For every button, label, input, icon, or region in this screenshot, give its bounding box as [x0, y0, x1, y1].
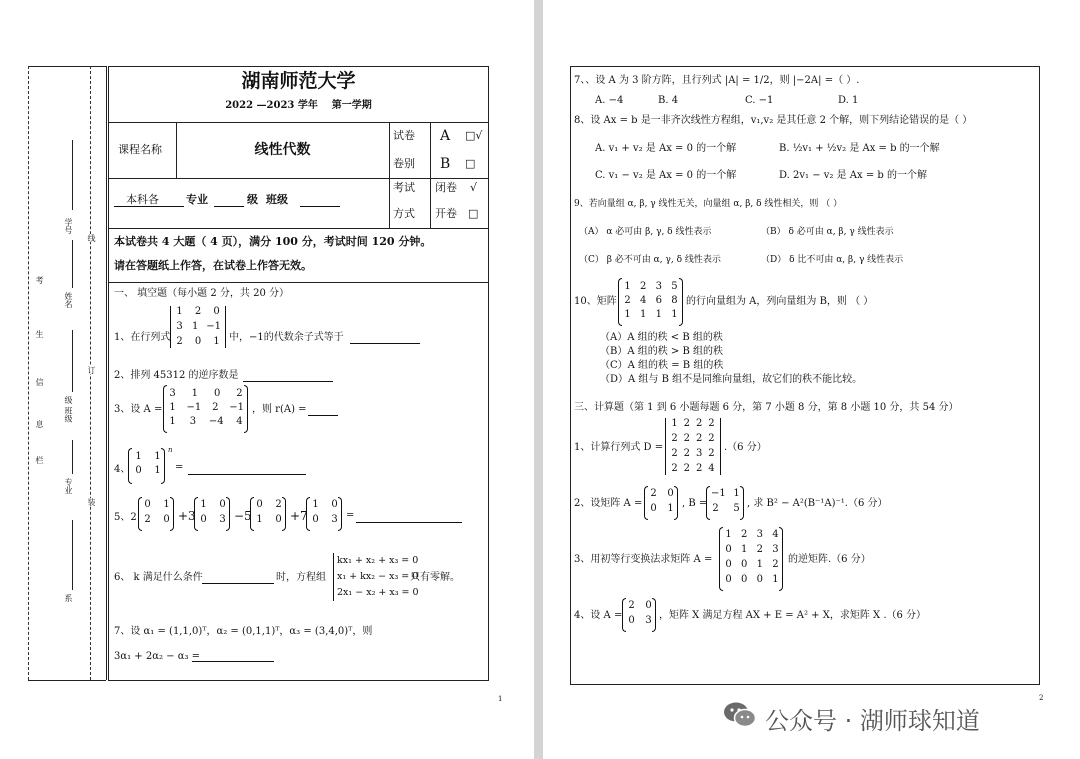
c2-cell: 0 [650, 503, 657, 514]
year-term: 2022 —2023 学年 第一学期 [225, 100, 372, 111]
cut-label-zhuang: 装 [87, 498, 96, 506]
q3-cell: 0 [213, 388, 221, 399]
q6-equation: x₁ + kx₂ − x₃ = 0 [337, 571, 419, 582]
q1-determinant [170, 306, 226, 348]
q3-prefix: 3、设 A = [114, 404, 163, 415]
q3-answer-blank[interactable] [308, 415, 338, 416]
c3-cell: 2 [756, 544, 763, 555]
side-field-dept: 系 [64, 594, 73, 602]
q1-cell: 1 [191, 321, 199, 332]
p2-q10-cell: 1 [655, 309, 662, 320]
q4-paren-left [128, 448, 132, 484]
q5-cell: 1 [200, 499, 207, 510]
q6-equation: kx₁ + x₂ + x₃ = 0 [337, 555, 419, 566]
q5-m2-paren-right [226, 497, 230, 531]
course-label: 课程名称 [118, 143, 162, 156]
q3-cell: 2 [236, 388, 243, 399]
c1-cell: 3 [695, 448, 703, 459]
q5-prefix: 5、2 [114, 512, 137, 523]
c1-cell: 2 [671, 433, 678, 444]
p2-q10-opt-a[interactable]: （A）A 组的秩 < B 组的秩 [600, 332, 723, 343]
c2-prefix: 2、设矩阵 A = [574, 498, 643, 509]
q3-cell: 3 [189, 416, 197, 427]
q3-suffix: ，则 r(A) = [252, 404, 307, 415]
q5-cell: 2 [275, 499, 282, 510]
q6-suffix: 只有零解。 [410, 572, 460, 583]
c1-cell: 2 [683, 418, 691, 429]
info-line-2: 请在答题纸上作答，在试卷上作答无效。 [114, 259, 312, 272]
c2-cell: 2 [712, 503, 719, 514]
side-label-2: 信 [35, 378, 44, 386]
side-label-1: 生 [35, 330, 44, 338]
c1-cell: 2 [683, 448, 691, 459]
q1-cell: 2 [194, 306, 202, 317]
section-1-title: 一、 填空题（每小题 2 分，共 20 分） [114, 288, 289, 299]
paper-b-checkbox[interactable]: □ [465, 157, 476, 170]
c1-cell: 2 [708, 433, 715, 444]
q1-cell: 0 [213, 306, 220, 317]
q5-cell: 1 [312, 499, 319, 510]
q5-m1-paren-right [170, 497, 174, 531]
p2-q10-prefix: 10、矩阵 [574, 296, 617, 307]
p2-q10-cell: 1 [671, 309, 678, 320]
q3-cell: 1 [169, 416, 176, 427]
q5-m2-paren-left [194, 497, 198, 531]
exam-label-2: 方式 [393, 207, 415, 220]
c2-matrix-a [649, 488, 675, 515]
q7-line-1: 7、设 α₁ = (1,1,0)ᵀ，α₂ = (0,1,1)ᵀ，α₃ = (3,4,0)ᵀ，则 [114, 626, 373, 637]
q1-cell: 3 [176, 321, 183, 332]
q3-matrix [168, 388, 244, 428]
c3-cell: 0 [740, 574, 748, 585]
closed-book-label: 闭卷 [435, 181, 457, 194]
p2-q10-suffix: 的行向量组为 A，列向量组为 B，则 （ ） [686, 296, 874, 307]
q3-paren-left [163, 385, 167, 433]
c4-cell: 0 [628, 615, 635, 626]
c3-cell: 1 [740, 544, 748, 555]
side-field-line-0 [72, 140, 73, 210]
c3-paren-right [779, 527, 783, 591]
c2-cell: 0 [667, 488, 674, 499]
c2-m1-paren-right [674, 486, 678, 520]
q6-mid: 时，方程组 [276, 572, 326, 583]
q5-cell: 0 [163, 514, 170, 525]
q5-matrix-2 [199, 499, 227, 526]
q5-cell: 2 [144, 514, 151, 525]
header-col-3 [430, 122, 431, 228]
q4-paren-right [161, 448, 165, 484]
header-row-bottom [108, 228, 489, 229]
major-line-text: 本科各 [126, 193, 159, 206]
q4-cell: 1 [154, 451, 161, 462]
c1-cell: 2 [708, 418, 715, 429]
paper-a-checkbox[interactable]: □√ [465, 129, 483, 142]
side-label-0: 考 [35, 276, 44, 284]
c2-cell: 1 [733, 488, 740, 499]
q5-cell: 0 [219, 499, 226, 510]
q3-cell: 1 [169, 402, 176, 413]
strip-solid-edge [106, 66, 107, 680]
q1-cell: 1 [213, 336, 220, 347]
c1-cell: 2 [695, 463, 703, 474]
q1-answer-blank[interactable] [350, 343, 420, 344]
strip-top-border [28, 66, 106, 67]
q4-matrix [134, 451, 162, 477]
c4-paren-right [652, 598, 656, 632]
side-field-class: 级 班级 [64, 396, 73, 423]
p2-q8-opt-d[interactable]: D. 2v₁ − v₂ 是 Ax = b 的一个解 [779, 170, 927, 181]
p2-q9-opt-a[interactable]: （A） α 必可由 β, γ, δ 线性表示 [579, 227, 712, 237]
q4-equals: = [175, 462, 184, 473]
c1-cell: 4 [708, 463, 715, 474]
c1-cell: 2 [708, 448, 715, 459]
q1-prefix: 1、在行列式 [114, 332, 171, 343]
p2-q8-opt-b[interactable]: B. ½v₁ + ½v₂ 是 Ax = b 的一个解 [779, 143, 940, 154]
c2-cell: −1 [711, 488, 726, 499]
c3-cell: 4 [772, 529, 779, 540]
q5-cell: 1 [163, 499, 170, 510]
header-row-top [108, 122, 489, 123]
cut-label-ding: 订 [87, 366, 96, 374]
q1-cell: −1 [206, 321, 221, 332]
c3-paren-left [719, 527, 723, 591]
p2-q8-opt-c[interactable]: C. v₁ − v₂ 是 Ax = 0 的一个解 [595, 170, 737, 181]
p2-q10-cell: 1 [624, 309, 631, 320]
q4-cell: 1 [154, 465, 161, 476]
q4-cell: 0 [135, 465, 142, 476]
q5-cell: 0 [312, 514, 319, 525]
q3-cell: 3 [169, 388, 176, 399]
side-label-4: 栏 [35, 456, 44, 464]
side-label-3: 息 [35, 420, 44, 428]
page-number-1: 1 [498, 695, 503, 703]
q5-answer-blank[interactable] [356, 522, 462, 523]
open-book-checkbox[interactable]: □ [468, 207, 479, 220]
q5-m3-paren-right [282, 497, 286, 531]
q5-op-1: +3 [178, 509, 196, 523]
p2-q10-cell: 2 [624, 295, 631, 306]
p2-q10-cell: 8 [671, 295, 678, 306]
info-divider [108, 282, 489, 283]
c2-matrix-b [711, 488, 741, 515]
header-row-mid [108, 178, 489, 179]
q3-cell: −4 [208, 416, 224, 427]
class-label: 班级 [266, 193, 288, 206]
open-book-label: 开卷 [435, 207, 457, 220]
section-3-title: 三、计算题（第 1 到 6 小题每题 6 分，第 7 小题 8 分，第 8 小题 10 分，共 54 分） [574, 402, 959, 413]
q5-matrix-3 [255, 499, 283, 526]
major-label: 专业 [186, 193, 208, 206]
paper-b: B [440, 156, 451, 172]
major-blank [114, 206, 184, 207]
q4-exponent: n [168, 446, 173, 454]
c2-suffix: , 求 B² − A²(B⁻¹A)⁻¹.（6 分） [747, 498, 888, 509]
header-col-2 [389, 122, 390, 228]
q5-cell: 1 [256, 514, 263, 525]
p2-q9-opt-b[interactable]: （B） δ 必可由 α, β, γ 线性表示 [761, 227, 894, 237]
p2-q10-cell: 1 [624, 281, 631, 292]
info-line-1: 本试卷共 4 大题（ 4 页），满分 100 分，考试时间 120 分钟。 [114, 235, 432, 248]
q5-cell: 0 [144, 499, 151, 510]
university-title: 湖南师范大学 [241, 70, 356, 92]
q4-answer-blank[interactable] [188, 474, 306, 475]
c3-cell: 2 [772, 559, 779, 570]
p2-q10-cell: 1 [639, 309, 647, 320]
q1-suffix: 中，−1的代数余子式等于 [229, 332, 344, 343]
side-field-line-4 [72, 520, 73, 590]
course-name: 线性代数 [254, 142, 311, 158]
q6-equation: 2x₁ − x₂ + x₃ = 0 [337, 587, 419, 598]
q4-cell: 1 [135, 451, 142, 462]
q1-cell: 1 [176, 306, 183, 317]
p2-q10-paren-right [679, 278, 683, 326]
q3-cell: 4 [236, 416, 243, 427]
q5-op-2: −5 [234, 509, 252, 523]
q7-answer-blank[interactable] [192, 661, 274, 662]
q5-m4-paren-left [306, 497, 310, 531]
p2-q10-cell: 3 [655, 281, 662, 292]
q1-cell: 2 [176, 336, 183, 347]
p2-q7-opt-b[interactable]: B. 4 [658, 95, 679, 106]
c1-cell: 2 [671, 448, 678, 459]
q3-cell: −1 [186, 402, 202, 413]
c2-mid: , B = [682, 498, 708, 509]
q5-cell: 0 [331, 499, 338, 510]
c3-cell: 1 [756, 559, 763, 570]
c1-cell: 2 [671, 463, 678, 474]
p2-q9-opt-c[interactable]: （C） β 必不可由 α, γ, δ 线性表示 [579, 255, 721, 265]
q5-cell: 3 [331, 514, 338, 525]
exam-page-1 [0, 0, 534, 759]
p2-q10-cell: 4 [639, 295, 647, 306]
c4-cell: 0 [645, 600, 652, 611]
p2-q9-text: 9、若向量组 α, β, γ 线性无关，向量组 α, β, δ 线性相关，则 （ ） [574, 199, 843, 209]
c3-cell: 1 [725, 529, 732, 540]
c2-cell: 5 [733, 503, 740, 514]
c3-cell: 2 [740, 529, 748, 540]
c1-cell: 2 [695, 418, 703, 429]
p2-q10-opt-c[interactable]: （C）A 组的秩 = B 组的秩 [600, 360, 724, 371]
c4-paren-left [622, 598, 626, 632]
c1-cell: 2 [683, 433, 691, 444]
grade-label: 级 [247, 193, 258, 206]
c4-matrix [627, 600, 653, 627]
paper-label-1: 试卷 [393, 129, 415, 142]
q5-cell: 3 [219, 514, 226, 525]
side-field-name: 姓名 [64, 292, 73, 308]
q6-equation-system [333, 553, 419, 601]
c4-cell: 3 [645, 615, 652, 626]
p2-q10-paren-left [618, 278, 622, 326]
c3-cell: 0 [725, 559, 732, 570]
q5-m3-paren-left [250, 497, 254, 531]
c4-suffix: ，矩阵 X 满足方程 AX + E = A² + X，求矩阵 X .（6 分） [659, 610, 927, 621]
q5-op-3: +7 [290, 509, 308, 523]
strip-bottom-border [28, 680, 106, 681]
side-field-line-1 [72, 240, 73, 288]
p2-q9-opt-d[interactable]: （D） δ 比不可由 α, β, γ 线性表示 [761, 255, 904, 265]
class-blank [300, 206, 340, 207]
q1-cell: 0 [194, 336, 202, 347]
paper-a: A [440, 128, 451, 144]
side-field-student-id: 学号 [64, 218, 73, 234]
q5-cell: 0 [275, 514, 282, 525]
p2-q10-opt-b[interactable]: （B）A 组的秩 > B 组的秩 [600, 346, 724, 357]
c3-cell: 0 [756, 574, 763, 585]
p2-q10-cell: 2 [639, 281, 647, 292]
q5-m1-paren-left [138, 497, 142, 531]
p2-q10-matrix [623, 281, 679, 321]
side-field-line-2 [72, 330, 73, 392]
wechat-icon [723, 701, 757, 729]
q2-text: 2、排列 45312 的逆序数是 [114, 370, 239, 381]
c1-cell: 2 [695, 433, 703, 444]
watermark-text: 公众号 · 湖师球知道 [765, 707, 980, 735]
q3-paren-right [244, 385, 248, 433]
p2-q10-cell: 5 [671, 281, 678, 292]
c3-cell: 0 [740, 559, 748, 570]
q3-cell: −1 [229, 402, 244, 413]
c2-m1-paren-left [644, 486, 648, 520]
paper-label-2: 卷别 [393, 157, 415, 170]
q7-line-2: 3α₁ + 2α₂ − α₃ = [114, 651, 201, 662]
q6-answer-blank[interactable] [202, 583, 274, 584]
q5-m4-paren-right [338, 497, 342, 531]
exam-page-2 [543, 0, 1080, 759]
p2-q7-text: 7、、设 A 为 3 阶方阵，且行列式 |A| = 1/2，则 |−2A| =（ ）. [574, 75, 860, 86]
q3-cell: 1 [191, 388, 199, 399]
c3-cell: 1 [772, 574, 779, 585]
c1-prefix: 1、计算行列式 D = [574, 442, 664, 453]
p2-q8-opt-a[interactable]: A. v₁ + v₂ 是 Ax = 0 的一个解 [595, 143, 737, 154]
c1-cell: 1 [671, 418, 678, 429]
p2-q10-opt-d[interactable]: （D）A 组与 B 组不是同维向量组，故它们的秩不能比较。 [600, 374, 863, 385]
q2-answer-blank[interactable] [243, 381, 333, 382]
q5-cell: 0 [200, 514, 207, 525]
c3-prefix: 3、用初等行变换法求矩阵 A = [574, 554, 713, 565]
c3-matrix [724, 529, 780, 586]
c3-cell: 0 [725, 574, 732, 585]
c4-cell: 2 [628, 600, 635, 611]
q5-matrix-1 [143, 499, 171, 526]
side-field-line-3 [72, 440, 73, 474]
p2-q10-cell: 6 [655, 295, 662, 306]
c1-suffix: .（6 分） [724, 442, 767, 453]
c3-suffix: 的逆矩阵.（6 分） [788, 554, 871, 565]
c2-cell: 1 [667, 503, 674, 514]
p2-q7-opt-d[interactable]: D. 1 [838, 95, 859, 106]
page-number-2: 2 [1039, 694, 1044, 702]
side-field-major: 专业 [64, 478, 73, 494]
q4-prefix: 4、 [114, 464, 131, 475]
strip-dashed-outer [28, 66, 29, 680]
p2-q8-text: 8、设 Ax = b 是一非齐次线性方程组，v₁,v₂ 是其任意 2 个解，则下列结论错误的是（ ） [574, 115, 973, 126]
cut-label-xian: 线 [87, 234, 96, 242]
grade-blank [214, 206, 244, 207]
c3-cell: 0 [725, 544, 732, 555]
p2-q7-opt-a[interactable]: A. −4 [595, 95, 624, 106]
c4-prefix: 4、设 A = [574, 610, 623, 621]
q6-prefix: 6、 k 满足什么条件 [114, 572, 203, 583]
q5-cell: 0 [256, 499, 263, 510]
q5-matrix-4 [311, 499, 339, 526]
c2-cell: 2 [650, 488, 657, 499]
exam-label-1: 考试 [393, 181, 415, 194]
c2-m2-paren-left [706, 486, 710, 520]
c2-m2-paren-right [740, 486, 744, 520]
c1-determinant [665, 418, 721, 475]
q3-cell: 2 [212, 402, 219, 413]
c3-cell: 3 [756, 529, 763, 540]
c1-cell: 2 [683, 463, 691, 474]
c3-cell: 3 [772, 544, 779, 555]
q5-equals: = [346, 510, 355, 521]
closed-book-check[interactable]: √ [470, 181, 478, 194]
p2-q7-opt-c[interactable]: C. −1 [745, 95, 774, 106]
